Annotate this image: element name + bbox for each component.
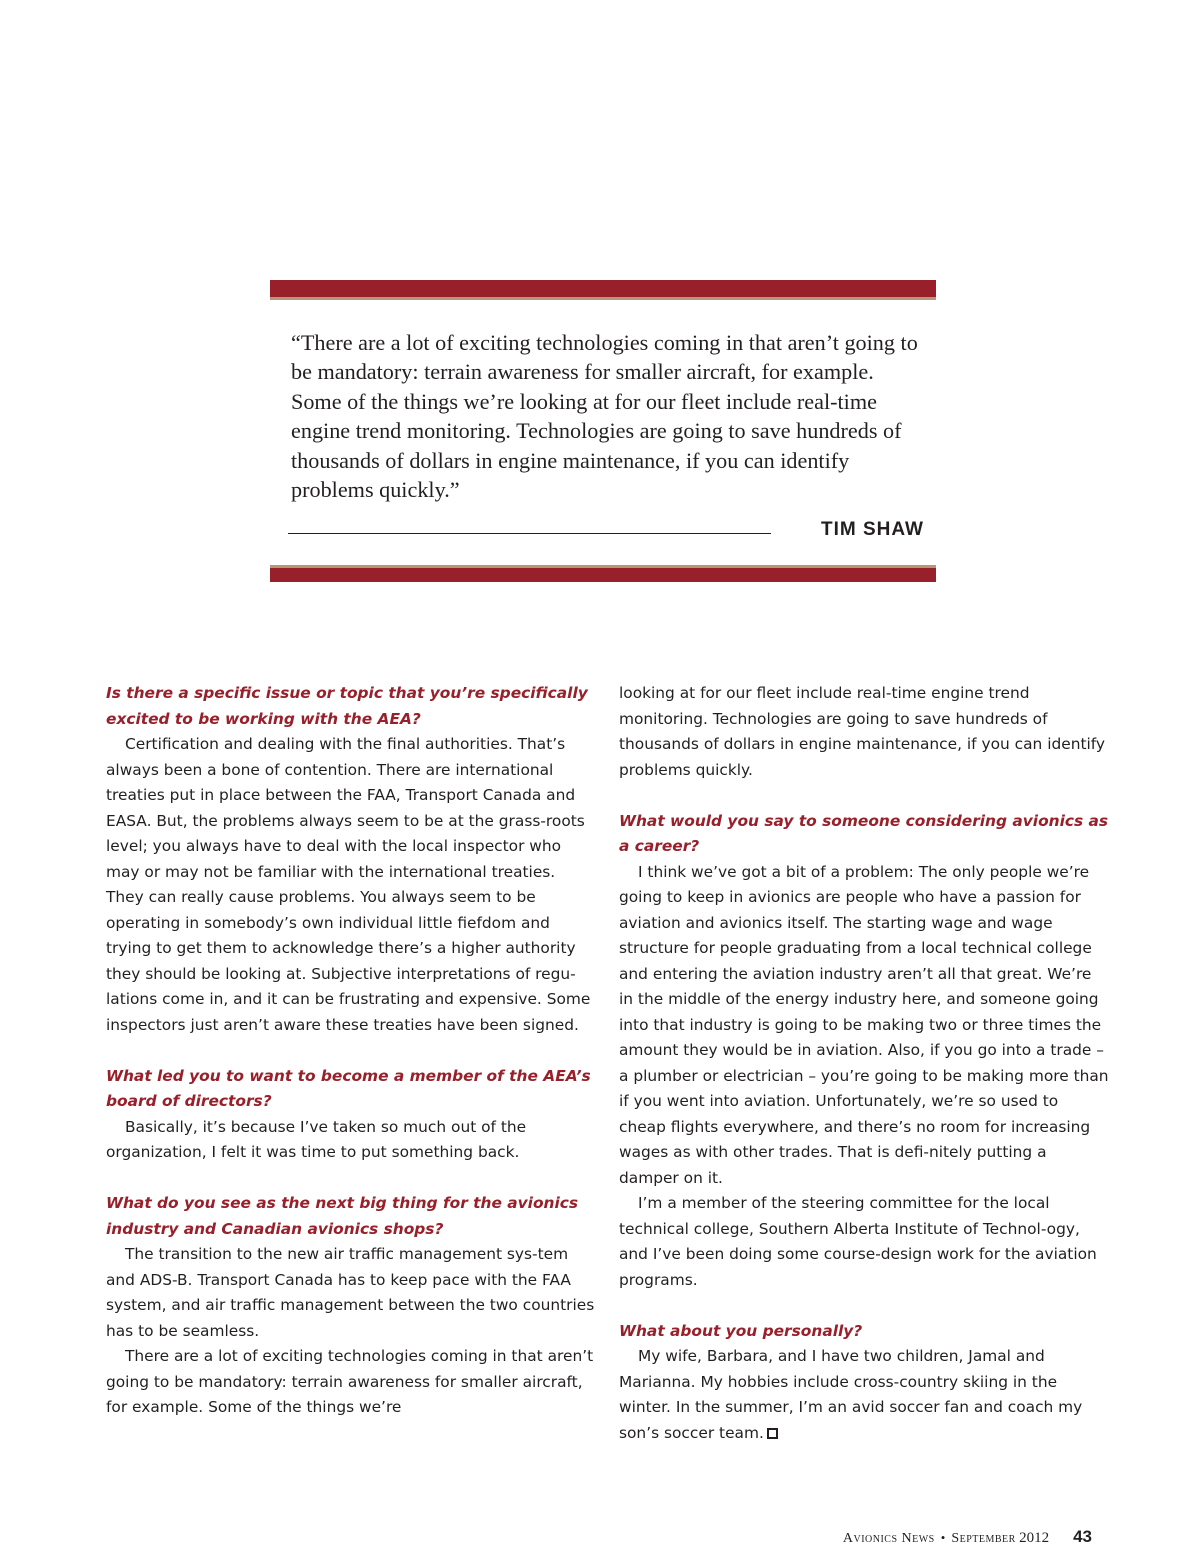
footer-month: September (951, 1531, 1016, 1546)
pull-quote-bottom-bar (270, 565, 936, 582)
pull-quote-top-bar (270, 280, 936, 300)
end-mark-icon (767, 1428, 778, 1439)
answer-text: My wife, Barbara, and I have two children, Jamal and Marianna. My hobbies include cross-country skiing in the winter. In the summer, I’m an avid soccer fan and coach my son’s soccer team. (619, 1347, 1083, 1442)
answer-paragraph: The transition to the new air traffic management sys-tem and ADS-B. Transport Canada has to keep pace with the FAA system, and air traffic management between the two countries has to be seamless. (106, 1245, 595, 1340)
pull-quote-text: “There are a lot of exciting technologies coming in that aren’t going to be mandatory: terrain awareness for smaller aircraft, for example. Some of the things we’re looking at for our fleet include real-time engine trend monitoring. Technologies are going to save hundreds of thousands of dollars in engine maintenance, if you can identify problems quickly.” (291, 330, 918, 503)
question-heading: What do you see as the next big thing for the avionics industry and Canadian avionics shops? (106, 1194, 579, 1238)
answer-paragraph: looking at for our fleet include real-time engine trend monitoring. Technologies are going to save hundreds of thousands of dollars in engine maintenance, if you can identify problems quickly. (619, 684, 1106, 779)
footer-publication: Avionics News (842, 1531, 935, 1546)
answer-paragraph: I think we’ve got a bit of a problem: The only people we’re going to keep in avionics are people who have a passion for aviation and avionics itself. The starting wage and wage structure for people graduating from a local technical college and entering the aviation industry aren’t all that great. We’re in the middle of the energy industry here, and someone going into that industry is going to be making two or three times the amount they would be in aviation. Also, if you go into a trade – a plumber or electrician – you’re going to be making more than if you went into aviation. Unfortunately, we’re so used to cheap flights everywhere, and there’s no room for increasing wages as with other trades. That is defi-nitely putting a damper on it. (619, 862, 1109, 1187)
pull-quote-rule (288, 533, 771, 534)
question-heading: What would you say to someone considering avionics as a career? (619, 811, 1109, 855)
answer-paragraph: Basically, it’s because I’ve taken so much out of the organization, I felt it was time to put something back. (106, 1117, 527, 1161)
answer-paragraph: Certification and dealing with the final authorities. That’s always been a bone of contention. There are international treaties put in place between the FAA, Transport Canada and EASA. But, the problems always seem to be at the grass-roots level; you always have to deal with the local inspector who may or may not be familiar with the international treaties. They can really cause problems. You always seem to be operating in somebody’s own individual little fiefdom and trying to get them to acknowledge there’s a higher authority they should be looking at. Subjective interpretations of regu-lations come in, and it can be frustrating and expensive. Some inspectors just aren’t aware these treaties have been signed. (106, 735, 591, 1034)
page-footer (700, 1527, 1092, 1547)
right-column (619, 681, 1109, 1446)
pull-quote-author: TIM SHAW (821, 519, 924, 540)
answer-paragraph (619, 1344, 1109, 1446)
question-heading: Is there a specific issue or topic that you’re specifically excited to be working with the AEA? (106, 684, 588, 728)
answer-paragraph: I’m a member of the steering committee for the local technical college, Southern Alberta Institute of Technol-ogy, and I’ve been doing some course-design work for the aviation programs. (619, 1194, 1097, 1289)
question-heading: What led you to want to become a member of the AEA’s board of directors? (106, 1066, 591, 1110)
answer-paragraph: There are a lot of exciting technologies coming in that aren’t going to be mandatory: terrain awareness for smaller aircraft, for example. Some of the things we’re (106, 1347, 594, 1416)
footer-year: 2012 (1019, 1530, 1050, 1546)
question-heading: What about you personally? (619, 1321, 863, 1340)
left-column (106, 681, 596, 1421)
footer-bullet: • (940, 1530, 946, 1545)
page-number: 43 (1073, 1527, 1092, 1546)
